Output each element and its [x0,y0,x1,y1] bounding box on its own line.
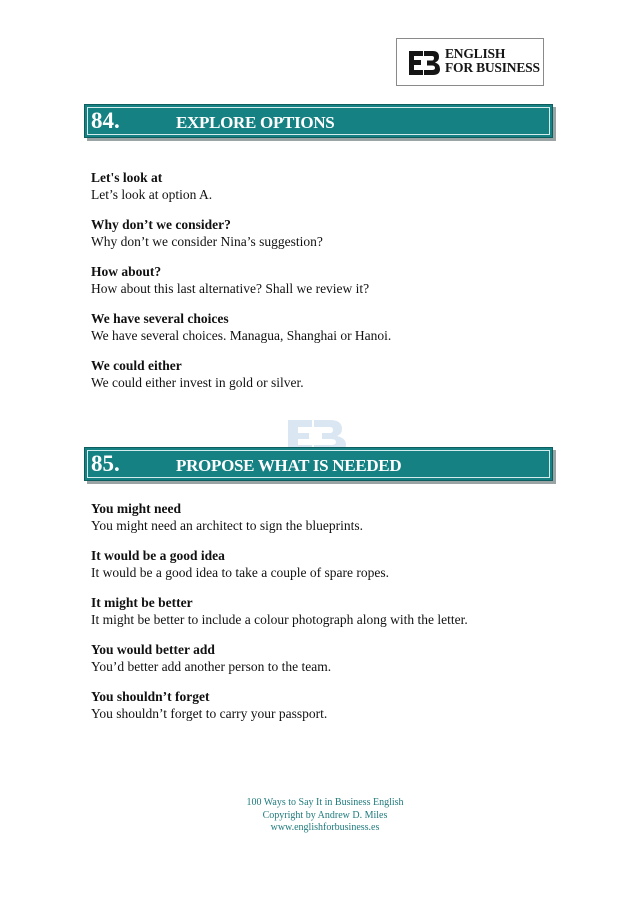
phrase-entry [91,594,561,628]
phrase-heading: Why don’t we consider? [91,217,231,232]
phrase-heading: It might be better [91,595,193,610]
phrase-heading: You would better add [91,642,215,657]
phrase-heading: We could either [91,358,182,373]
phrase-heading: We have several choices [91,311,229,326]
phrase-entry [91,500,561,534]
footer-book-title: 100 Ways to Say It in Business English [246,797,404,808]
phrase-entry [91,310,561,344]
phrase-example: You might need an architect to sign the blueprints. [91,518,363,533]
eb-monogram-icon [407,48,441,78]
footer-copyright: Copyright by Andrew D. Miles [262,809,388,821]
logo-line-2: FOR BUSINESS [445,60,540,75]
footer-website-link[interactable]: www.englishforbusiness.es [270,822,380,833]
section-number: 85. [91,451,120,476]
phrase-entry [91,357,561,391]
phrase-heading: It would be a good idea [91,548,225,563]
phrase-heading: You might need [91,501,182,516]
phrase-example: We could either invest in gold or silver. [91,375,304,390]
section-header-84 [84,104,553,138]
page-footer [160,797,490,835]
phrase-example: Why don’t we consider Nina’s suggestion? [91,234,323,249]
brand-logo [396,38,544,86]
phrase-entry [91,688,561,722]
phrase-example: You’d better add another person to the team. [91,659,332,674]
phrase-entry [91,263,561,297]
phrase-heading: You shouldn’t forget [91,689,210,704]
phrase-example: We have several choices. Managua, Shanghai or Hanoi. [91,328,392,343]
section-title: EXPLORE OPTIONS [176,113,335,132]
section-entries-84 [91,169,561,404]
phrase-example: Let’s look at option A. [91,187,213,202]
phrase-heading: Let's look at [91,170,163,185]
phrase-entry [91,641,561,675]
phrase-heading: How about? [91,264,162,279]
section-header-85 [84,447,553,481]
phrase-entry [91,169,561,203]
logo-text [445,47,540,75]
logo-line-1: ENGLISH [445,46,506,61]
phrase-entry [91,216,561,250]
phrase-example: How about this last alternative? Shall we review it? [91,281,370,296]
phrase-entry [91,547,561,581]
section-number: 84. [91,108,120,133]
section-entries-85 [91,500,561,735]
phrase-example: It would be a good idea to take a couple of spare ropes. [91,565,390,580]
phrase-example: You shouldn’t forget to carry your passport. [91,706,328,721]
phrase-example: It might be better to include a colour photograph along with the letter. [91,612,468,627]
section-title: PROPOSE WHAT IS NEEDED [176,456,402,475]
